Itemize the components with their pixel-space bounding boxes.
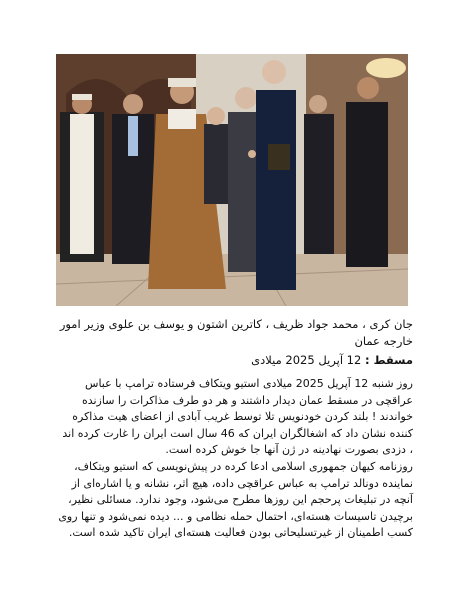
dateline-date: 12 آپریل 2025 میلادی [251,353,365,367]
article-paragraph-2: روزنامه کیهان جمهوری اسلامی ادعا کرده در پیش‌نویسی که استیو ویتکاف، نماینده دونالد ترامپ به عباس عراقچی داده، هیچ اثر، نشانه و یا اشاره‌ای از آنچه در تبلیغات پرحجم این روزها مطرح می‌شود، وجود ندارد. مسائلی نظیر، برچیدن تاسیسات هسته‌ای، احتمال حمله نظامی و ... دیده نمی‌شود و تنها روی کسب اطمینان از غیرتسلیحاتی بودن فعالیت هسته‌ای ایران تاکید شده است. [58,460,413,539]
dateline-place: مسقط : [364,353,413,367]
news-photo-illustration [56,54,408,306]
photo-caption: جان کری ، محمد جواد ظریف ، کاترین اشتون و یوسف بن علوی وزیر امور خارجه عمان [59,317,413,348]
dateline [56,352,413,369]
news-photo [56,54,408,306]
article-paragraph-1: روز شنبه 12 آپریل 2025 میلادی استیو ویتکاف فرستاده ترامپ با عباس عراقچی در مسقط عمان دیدار داشتند و هر دو طرف مذاکرات را سازنده خواندند ! بلند کردن خودنویس تلا توسط غریب آبادی از اعضای هیت مذاکره کننده نشان داد که اشغالگران ایران که 46 سال است ایران را غارت کرده اند ، دزدی بصورت نهادینه در ژن آنها جا خوش کرده است. [62,377,413,456]
